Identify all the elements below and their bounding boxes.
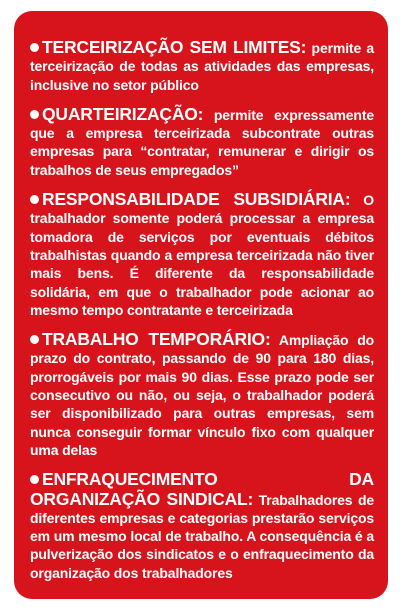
list-item [30,190,374,319]
item-heading: RESPONSABILIDADE SUBSIDIÁRIA: [42,189,351,210]
item-heading: TERCEIRIZAÇÃO SEM LIMITES: [42,37,307,57]
item-text: O trabalhador somente poderá processar a empresa tomadora de serviços por eventuais débitos trabalhistas quando a empresa terceirizada não tiver mais bens. É diferente da responsabilidade solidária, em que o trabalhador pode acionar ao mesmo tempo contratante e terceirizada [30,192,374,318]
list-item [30,470,374,582]
item-text: Trabalhadores de diferentes empresas e categorias prestarão serviços em um mesmo local de trabalho. A consequência é a pulverização dos sindicatos e o enfraquecimento da organização dos trabalhadores [30,491,374,581]
bullet-icon [30,110,39,119]
list-item [30,330,374,459]
item-heading: ENFRAQUECIMENTO DA ORGANIZAÇÃO SINDICAL: [30,469,374,509]
item-text: permite a terceirização de todas as atividades das empresas, inclusive no setor público [30,40,374,93]
info-card [14,11,388,599]
bullet-icon [30,43,39,52]
bullet-icon [30,335,39,344]
list-item [30,38,374,94]
item-heading: QUARTEIRIZAÇÃO: [42,103,204,124]
list-item [30,105,374,179]
item-heading: TRABALHO TEMPORÁRIO: [42,329,271,350]
bullet-icon [30,195,39,204]
bullet-icon [30,475,39,484]
item-text: permite expressamente que a empresa terceirizada subcontrate outras empresas para “contratar, remunerar e dirigir os trabalhos de seus empregados” [30,106,374,178]
item-text: Ampliação do prazo do contrato, passando de 90 para 180 dias, prorrogáveis por mais 90 dias. Esse prazo pode ser consecutivo ou não, ou seja, o trabalhador poderá ser disponibilizado para outras empresas, sem nunca conseguir formar vínculo fixo com qualquer uma delas [30,332,375,458]
